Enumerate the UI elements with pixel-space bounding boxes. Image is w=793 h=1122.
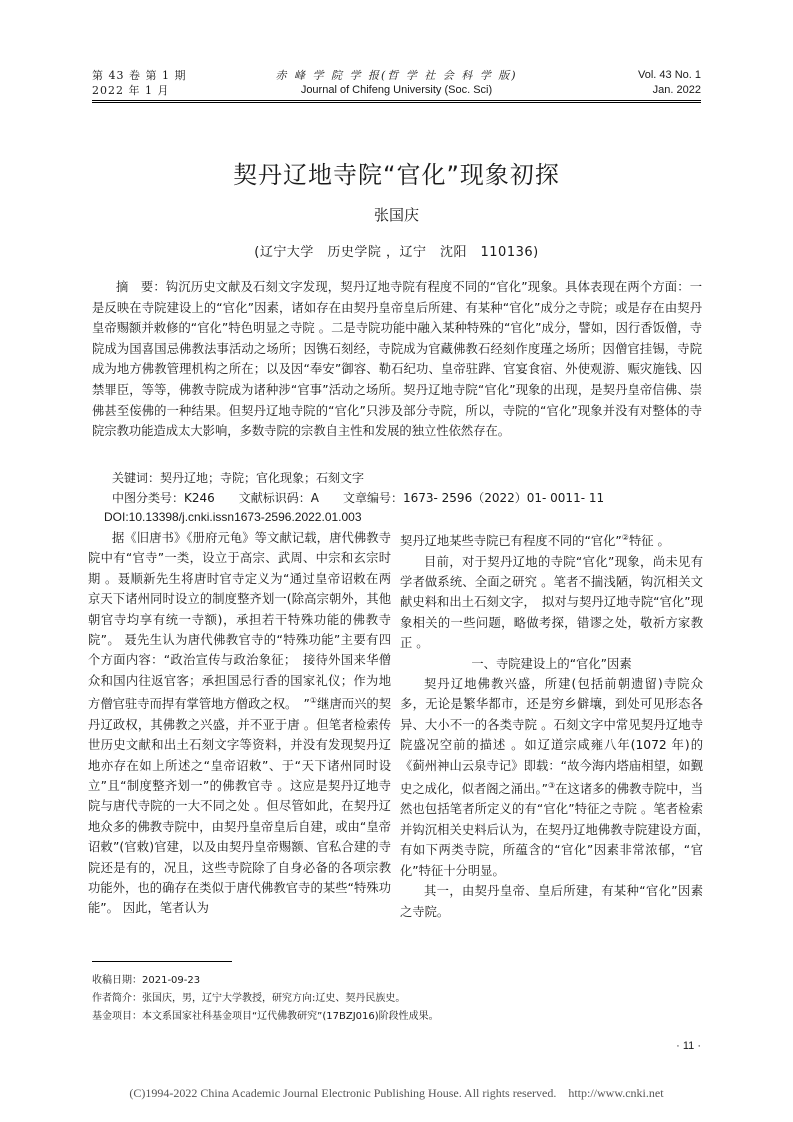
journal-name-cn: 赤 峰 学 院 学 报(哲 学 社 会 科 学 版) xyxy=(275,69,518,82)
doi: DOI:10.13398/j.cnki.issn1673-2596.2022.01.003 xyxy=(104,510,362,524)
journal-name-en: Journal of Chifeng University (Soc. Sci) xyxy=(300,84,493,96)
paragraph xyxy=(88,528,391,919)
header-rule xyxy=(92,100,701,101)
header-rule-double xyxy=(92,102,701,103)
classification-info: 中图分类号：K246 文献标识码：A 文章编号：1673- 2596（2022）01- 0011- 11 xyxy=(112,491,605,505)
volume-en: Vol. 43 No. 1 xyxy=(638,69,701,81)
paragraph: 其一，由契丹皇帝、皇后所建，有某种“官化”因素之寺院。 xyxy=(400,884,703,919)
footnote-marker: ① xyxy=(309,696,318,706)
author-affiliation: (辽宁大学 历史学院 ，辽宁 沈阳 110136) xyxy=(254,245,539,260)
paragraph-text: 在这诸多的佛教寺院中，当然也包括笔者所定义的有“官化”特征之寺院 。笔者检索并钩沉相关史料后认为，在契丹辽地佛教寺院建设方面， 有如下两类寺院，所蕴含的“官化”因素非常浓郁，“官化”特征十分明显。 xyxy=(400,782,716,878)
paragraph-text: 契丹辽地某些寺院已有程度不同的“官化” xyxy=(400,534,622,549)
body-column-right xyxy=(400,528,716,922)
received-date: 收稿日期：2021-09-23 xyxy=(92,975,201,986)
copyright-notice: (C)1994-2022 China Academic Journal Electronic Publishing House. All rights reserved. http://www.cnki.net xyxy=(129,1086,664,1100)
footnote-marker: ③ xyxy=(548,780,556,790)
paragraph-text: 继唐而兴的契丹辽政权，其佛教之兴盛，并不亚于唐 。但笔者检索传世历史文献和出土石刻文字等资料，并没有发现契丹辽地亦存在如上所述之“皇帝诏敕”、于“天下诸州同时设立”且“制度整齐划一”的佛教官寺 。这应是契丹辽地寺院与唐代寺院的一大不同之处 。但尽管如此，在契丹辽地众多的佛教寺院中，由契丹皇帝皇后自建，或由“皇帝诏敕”(官敕)官建，以及由契丹皇帝赐额、官私合建的寺院还是有的，况且，这些寺院除了自身必备的各项宗教功能外，也的确存在类似于唐代佛教官寺的某些“特殊功能”。 因此，笔者认为 xyxy=(88,697,391,916)
volume-cn: 第 43 卷 第 1 期 xyxy=(92,69,187,82)
footnote-rule xyxy=(92,961,232,962)
paragraph: 目前，对于契丹辽地的寺院“官化”现象，尚未见有学者做系统、全面之研究 。笔者不揣浅陋，钩沉相关文献史料和出土石刻文字， 拟对与契丹辽地寺院“官化”现象相关的一些问题，略做考探，错谬之处，敬祈方家教正 。 xyxy=(400,554,703,651)
date-cn: 2022 年 1 月 xyxy=(92,84,170,97)
issue-info-en xyxy=(638,68,701,98)
date-en: Jan. 2022 xyxy=(652,84,701,96)
author-bio: 作者简介：张国庆，男，辽宁大学教授，研究方向:辽史、契丹民族史。 xyxy=(92,993,406,1004)
article-title: 契丹辽地寺院“官化”现象初探 xyxy=(233,161,560,189)
section-heading: 一、寺院建设上的“官化”因素 xyxy=(471,656,632,671)
abstract: 摘 要：钩沉历史文献及石刻文字发现，契丹辽地寺院有程度不同的“官化”现象。具体表现在两个方面：一是反映在寺院建设上的“官化”因素，诸如存在由契丹皇帝皇后所建、有某种“官化”成分之寺院；或是存在由契丹皇帝赐额并敕修的“官化”特色明显之寺院 。二是寺院功能中融入某种特殊的“官化”成分，譬如，因行香饭僧，寺院成为国喜国忌佛教法事活动之场所；因镌石刻经，寺院成为官藏佛教石经刻作度瑾之场所；因僧官挂锡，寺院成为地方佛教管理机构之所在；以及因“奉安”御容、勒石纪功、皇帝驻跸、官宴食宿、外使观游、赈灾施钱、囚禁罪臣，等等，佛教寺院成为诸种涉“官事”活动之场所。契丹辽地寺院“官化”现象的出现，是契丹皇帝信佛、崇佛甚至侫佛的一种结果。但契丹辽地寺院的“官化”只涉及部分寺院，所以，寺院的“官化”现象并没有对整体的寺院宗教功能造成太大影响，多数寺院的宗教自主性和发展的独立性依然存在。 xyxy=(92,280,702,439)
keywords: 关键词：契丹辽地；寺院；官化现象；石刻文字 xyxy=(112,471,365,485)
body-column-left xyxy=(88,528,391,919)
page-number: · 11 · xyxy=(676,1040,701,1052)
footnotes xyxy=(92,972,692,1026)
paragraph xyxy=(400,674,716,881)
paragraph xyxy=(400,528,703,552)
paragraph-text: 特征 。 xyxy=(628,534,670,549)
fund-info: 基金项目：本文系国家社科基金项目“辽代佛教研究”(17BZJ016)阶段性成果。 xyxy=(92,1011,439,1022)
article-author: 张国庆 xyxy=(373,206,419,224)
paragraph-text: 据《旧唐书》《册府元龟》等文献记载，唐代佛教寺院中有“官寺”一类，设立于高宗、武周、中宗和玄宗时期 。聂顺新先生将唐时官寺定义为“通过皇帝诏敕在两京天下诸州同时设立的制度整齐划一(除高宗朝外，其他朝官寺均享有统一寺额)，承担若干特殊功能的佛教寺院”。 聂先生认为唐代佛教官寺的“特殊功能”主要有四个方面内容：“政治宣传与政治象征； 接待外国来华僧众和国内往返官客；承担国忌行香的国家礼仪；作为地方僧官驻寺而捍有掌管地方僧政之权。 ” xyxy=(88,531,391,712)
paragraph-text: 契丹辽地佛教兴盛，所建(包括前朝遗留)寺院众多，无论是繁华都市，还是穷乡僻壤，到处可见形态各异、大小不一的各类寺院 。石刻文字中常见契丹辽地寺院盛况空前的描述 。如辽道宗咸雍八年(1072 年)的《蓟州神山云泉寺记》即载：“故今海内塔庙相望，如觐史之成化，似者阁之涌出。” xyxy=(400,676,703,797)
footnote-marker: ② xyxy=(621,533,629,542)
